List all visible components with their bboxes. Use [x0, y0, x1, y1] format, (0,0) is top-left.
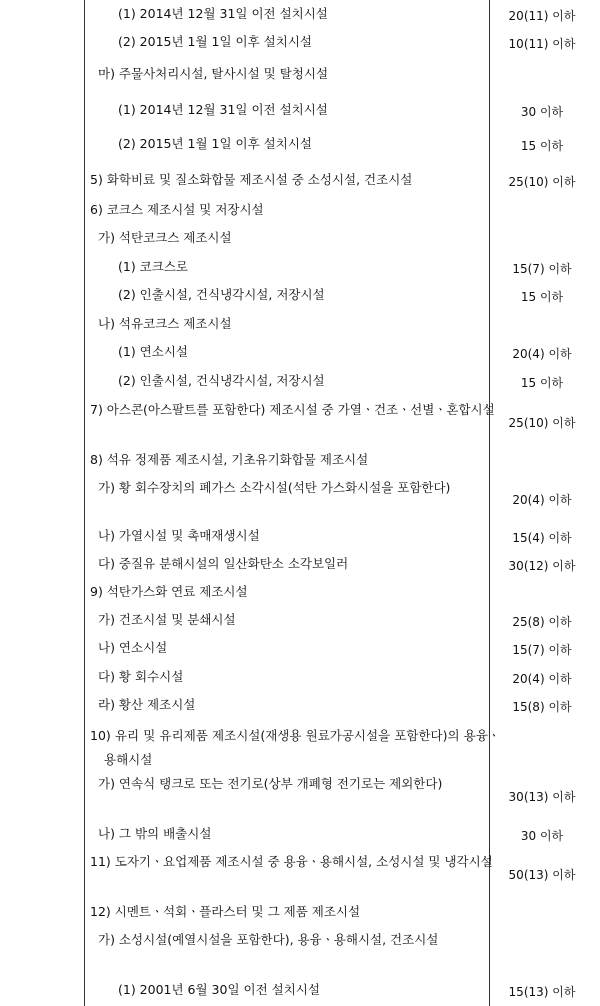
table-row	[0, 255, 600, 283]
row-label: 가) 건조시설 및 분쇄시설	[98, 612, 236, 627]
row-limit-value: 30 이하	[520, 829, 564, 843]
row-label: (1) 코크스로	[118, 259, 188, 274]
row-label: 나) 연소시설	[98, 640, 168, 655]
row-limit-value: 15(7) 이하	[512, 262, 572, 276]
table-row	[0, 850, 600, 900]
table-row	[0, 312, 600, 340]
row-limit-value: 30 이하	[520, 105, 564, 119]
row-label: 나) 가열시설 및 촉매재생시설	[98, 528, 260, 543]
table-row	[0, 524, 600, 552]
row-limit-value: 15 이하	[520, 376, 564, 390]
row-label: 다) 중질유 분해시설의 일산화탄소 소각보일러	[98, 556, 349, 571]
row-label: 9) 석탄가스화 연료 제조시설	[90, 584, 248, 599]
row-label: 11) 도자기ㆍ요업제품 제조시설 중 용융ㆍ용해시설, 소성시설 및 냉각시설	[90, 854, 493, 869]
row-label: (2) 인출시설, 건식냉각시설, 저장시설	[118, 373, 325, 388]
row-limit-value: 30(13) 이하	[508, 790, 576, 804]
row-label: 라) 황산 제조시설	[98, 697, 196, 712]
row-label: 7) 아스콘(아스팔트를 포함한다) 제조시설 중 가열ㆍ건조ㆍ선별ㆍ혼합시설	[90, 402, 495, 417]
row-limit-value: 25(10) 이하	[508, 175, 576, 189]
row-label: 8) 석유 정제품 제조시설, 기초유기화합물 제조시설	[90, 452, 369, 467]
table-row	[0, 369, 600, 397]
row-label: (1) 2014년 12월 31일 이전 설치시설	[118, 6, 328, 21]
row-label: (1) 연소시설	[118, 344, 188, 359]
row-label: 6) 코크스 제조시설 및 저장시설	[90, 202, 264, 217]
table-row	[0, 98, 600, 126]
table-row	[0, 476, 600, 524]
row-label: (2) 2015년 1월 1일 이후 설치시설	[118, 34, 312, 49]
row-label: (2) 2015년 1월 1일 이후 설치시설	[118, 136, 312, 151]
row-label: 5) 화학비료 및 질소화합물 제조시설 중 소성시설, 건조시설	[90, 172, 413, 187]
row-limit-value: 20(4) 이하	[512, 493, 572, 507]
row-limit-value: 30(12) 이하	[508, 559, 576, 573]
table-row	[0, 132, 600, 160]
table-row	[0, 283, 600, 311]
table-row	[0, 636, 600, 664]
row-label: 나) 석유코크스 제조시설	[98, 316, 232, 331]
table-row	[0, 226, 600, 254]
table-row	[0, 822, 600, 850]
row-label: 10) 유리 및 유리제품 제조시설(재생용 원료가공시설을 포함한다)의 용융ㆍ용해시설	[90, 728, 500, 767]
table-row	[0, 608, 600, 636]
table-row	[0, 978, 600, 1006]
table-row	[0, 398, 600, 448]
row-label: (1) 2001년 6월 30일 이전 설치시설	[118, 982, 320, 997]
row-label: 마) 주물사처리시설, 탈사시설 및 탈청시설	[98, 66, 329, 81]
table-row	[0, 168, 600, 196]
row-label: 12) 시멘트ㆍ석회ㆍ플라스터 및 그 제품 제조시설	[90, 904, 361, 919]
table-row	[0, 900, 600, 928]
table-row	[0, 340, 600, 368]
table-row	[0, 928, 600, 976]
row-label: 가) 연속식 탱크로 또는 전기로(상부 개폐형 전기로는 제외한다)	[98, 776, 443, 791]
row-label: (2) 인출시설, 건식냉각시설, 저장시설	[118, 287, 325, 302]
row-limit-value: 20(4) 이하	[512, 347, 572, 361]
row-limit-value: 50(13) 이하	[508, 868, 576, 882]
row-limit-value: 10(11) 이하	[508, 37, 576, 51]
row-limit-value: 15(8) 이하	[512, 700, 572, 714]
row-limit-value: 15(7) 이하	[512, 643, 572, 657]
table-row	[0, 724, 600, 772]
row-limit-value: 15(4) 이하	[512, 531, 572, 545]
row-limit-value: 20(11) 이하	[508, 9, 576, 23]
table-row	[0, 693, 600, 721]
table-row	[0, 30, 600, 58]
table-row	[0, 62, 600, 92]
table-row	[0, 2, 600, 30]
table-row	[0, 198, 600, 226]
row-label: 가) 황 회수장치의 폐가스 소각시설(석탄 가스화시설을 포함한다)	[98, 480, 451, 495]
table-row	[0, 772, 600, 822]
row-limit-value: 20(4) 이하	[512, 672, 572, 686]
row-limit-value: 25(10) 이하	[508, 416, 576, 430]
table-row	[0, 665, 600, 693]
row-label: 가) 소성시설(예열시설을 포함한다), 용융ㆍ용해시설, 건조시설	[98, 932, 439, 947]
row-limit-value: 15(13) 이하	[508, 985, 576, 999]
table-row	[0, 448, 600, 476]
row-label: 다) 황 회수시설	[98, 669, 184, 684]
table-row	[0, 552, 600, 580]
row-limit-value: 15 이하	[520, 139, 564, 153]
row-label: 나) 그 밖의 배출시설	[98, 826, 212, 841]
row-limit-value: 25(8) 이하	[512, 615, 572, 629]
row-label: (1) 2014년 12월 31일 이전 설치시설	[118, 102, 328, 117]
table-row	[0, 580, 600, 608]
row-label: 가) 석탄코크스 제조시설	[98, 230, 232, 245]
row-limit-value: 15 이하	[520, 290, 564, 304]
